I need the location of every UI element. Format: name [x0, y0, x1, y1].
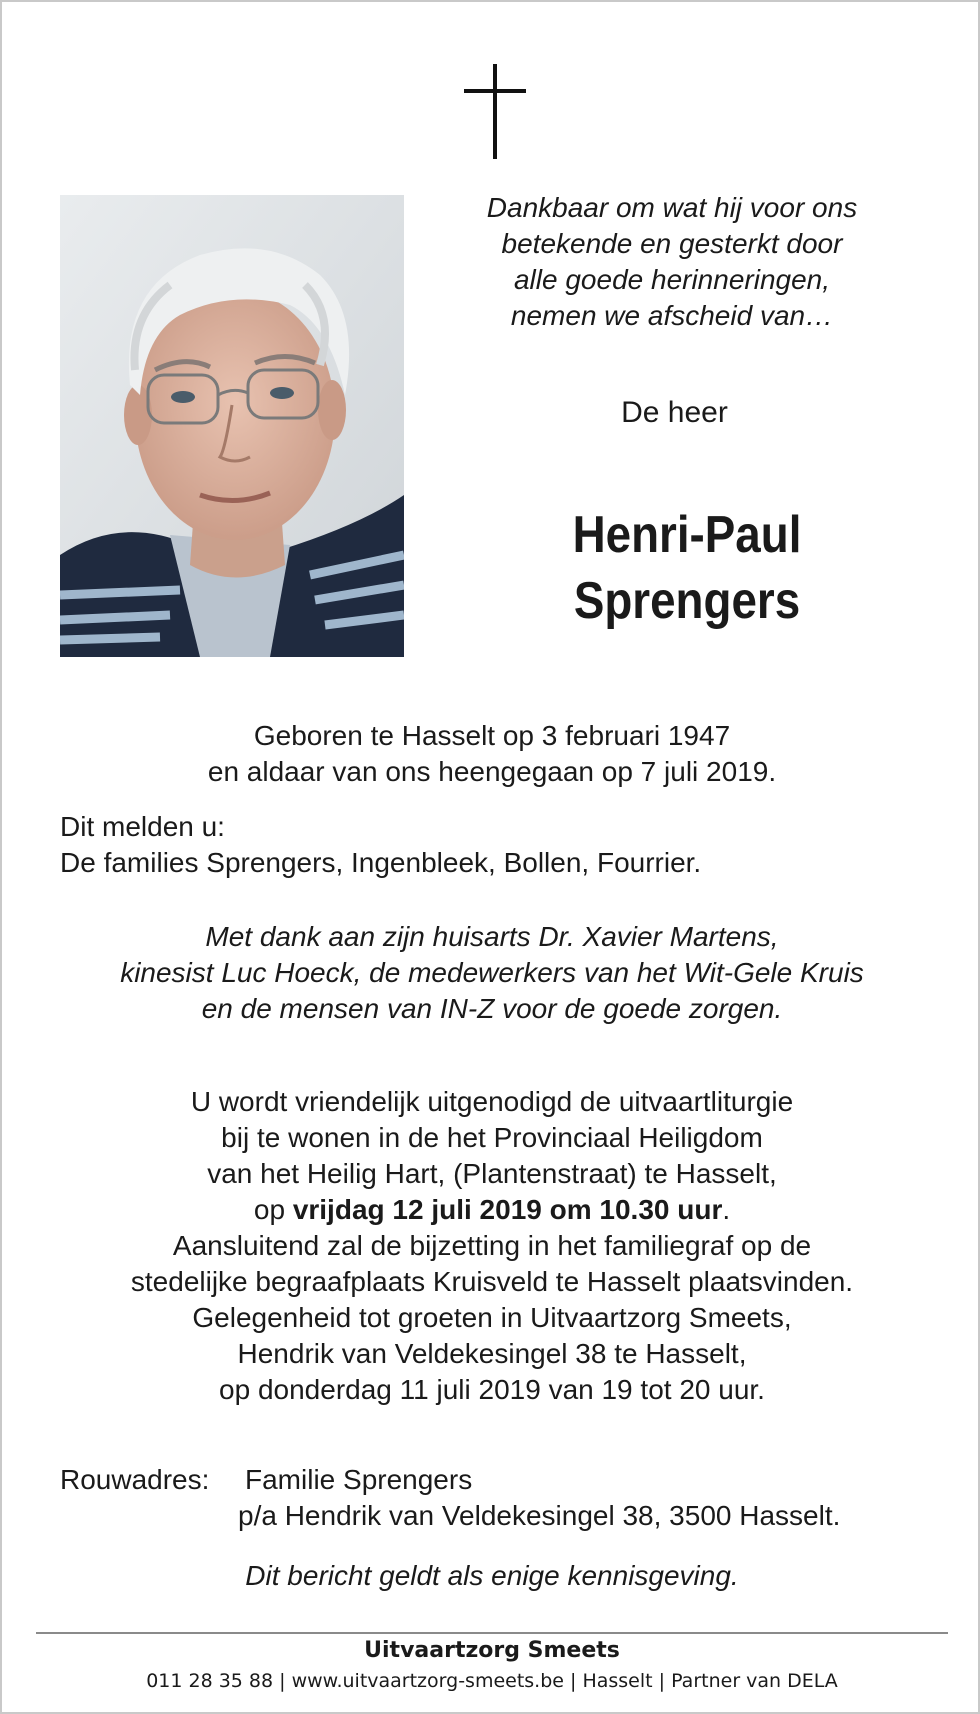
portrait-photo: [60, 195, 404, 657]
funeral-home-contact: 011 28 35 88 | www.uitvaartzorg-smeets.be | Hasselt | Partner van DELA: [146, 1670, 838, 1692]
thanks-line: Met dank aan zijn huisarts Dr. Xavier Martens,: [205, 921, 779, 952]
intro-line: nemen we afscheid van…: [510, 300, 834, 331]
invitation-line: U wordt vriendelijk uitgenodigd de uitvaartliturgie: [190, 1086, 794, 1117]
deceased-name: [524, 502, 850, 634]
announcers-families: De families Sprengers, Ingenbleek, Bollen, Fourrier.: [60, 847, 702, 878]
first-name: Henri-Paul: [572, 506, 802, 564]
invitation-line: op donderdag 11 juli 2019 van 19 tot 20 uur.: [219, 1374, 765, 1405]
invitation-line: Aansluitend zal de bijzetting in het familiegraf op de: [172, 1230, 812, 1261]
invitation-line: van het Heilig Hart, (Plantenstraat) te Hasselt,: [207, 1158, 777, 1189]
invitation-line: Gelegenheid tot groeten in Uitvaartzorg Smeets,: [192, 1302, 792, 1333]
death-line: en aldaar van ons heengegaan op 7 juli 2019.: [207, 756, 777, 787]
thanks-line: en de mensen van IN-Z voor de goede zorgen.: [201, 993, 783, 1024]
mourning-address-name: Familie Sprengers: [245, 1464, 473, 1495]
funeral-home-name: Uitvaartzorg Smeets: [364, 1638, 620, 1663]
cross-icon: [464, 64, 526, 159]
invitation-line: Hendrik van Veldekesingel 38 te Hasselt,: [237, 1338, 747, 1369]
last-name: Sprengers: [573, 572, 801, 630]
intro-line: alle goede herinneringen,: [513, 264, 831, 295]
announcers: [60, 809, 920, 881]
invitation-paragraph: [42, 1084, 942, 1408]
mourning-address-street: p/a Hendrik van Veldekesingel 38, 3500 Hasselt.: [238, 1500, 841, 1531]
invitation-line: stedelijke begraafplaats Kruisveld te Hasselt plaatsvinden.: [130, 1266, 854, 1297]
invitation-prefix: op: [253, 1194, 293, 1225]
invitation-line-service-date: [42, 1192, 942, 1228]
birth-death-info: [62, 718, 922, 790]
service-date-time: vrijdag 12 juli 2019 om 10.30 uur: [292, 1194, 723, 1225]
thanks-line: kinesist Luc Hoeck, de medewerkers van het Wit-Gele Kruis: [120, 957, 864, 988]
invitation-line: bij te wonen in de het Provinciaal Heiligdom: [221, 1122, 763, 1153]
invitation-suffix: .: [722, 1194, 731, 1225]
intro-line: betekende en gesterkt door: [501, 228, 843, 259]
intro-verse: [442, 190, 902, 334]
announcers-label: Dit melden u:: [60, 811, 225, 842]
intro-line: Dankbaar om wat hij voor ons: [486, 192, 858, 223]
mourning-address-label: Rouwadres:: [60, 1464, 210, 1495]
notice-line: Dit bericht geldt als enige kennisgeving.: [245, 1560, 739, 1591]
thanks-paragraph: [42, 919, 942, 1027]
footer-divider: [36, 1632, 948, 1634]
birth-line: Geboren te Hasselt op 3 februari 1947: [253, 720, 731, 751]
honorific: De heer: [621, 396, 728, 429]
